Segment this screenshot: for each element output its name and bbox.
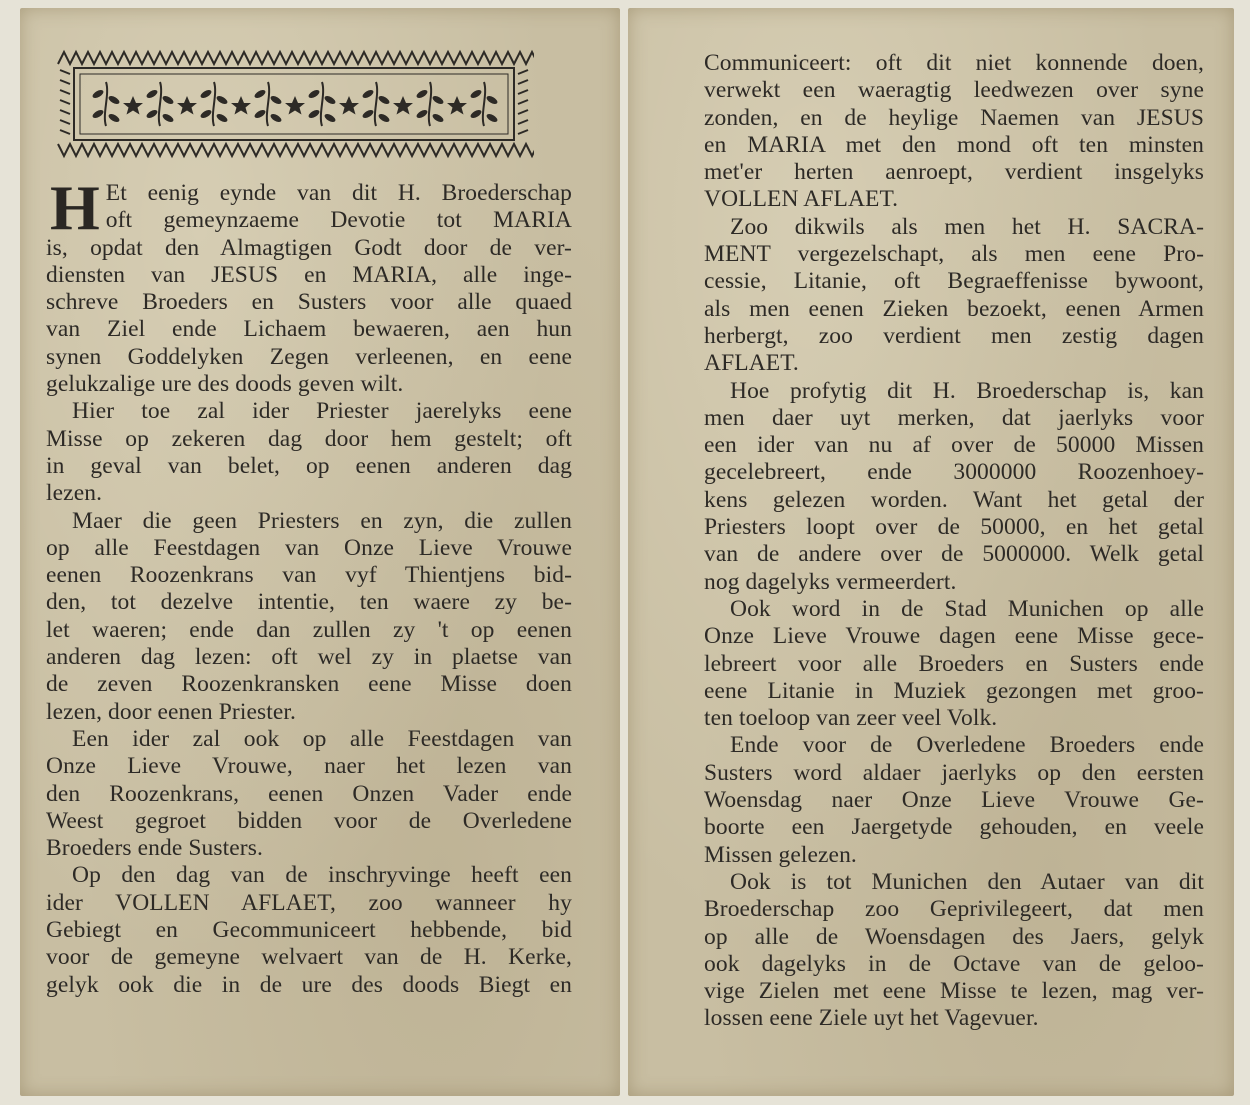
- text-line: voor de gemeyne welvaert van de H. Kerke,: [46, 944, 572, 971]
- text-line: men daer uyt merken, dat jaerlyks voor: [704, 404, 1204, 431]
- text-line: diensten van JESUS en MARIA, alle inge-: [46, 261, 572, 288]
- text-line: op alle de Woensdagen des Jaers, gelyk: [704, 923, 1204, 950]
- text-line: Ook word in de Stad Munichen op alle: [730, 595, 1204, 622]
- right-page-text: [704, 50, 1204, 1033]
- text-line: Op den dag van de inschryvinge heeft een: [72, 862, 572, 889]
- text-line: boorte een Jaergetyde gehouden, en veele: [704, 814, 1204, 841]
- text-line: den Roozenkrans, eenen Onzen Vader ende: [46, 780, 572, 807]
- left-page: [20, 8, 620, 1096]
- text-line: Onze Lieve Vrouwe, naer het lezen van: [46, 753, 572, 780]
- text-line: schreve Broeders en Susters voor alle quaed: [46, 289, 572, 316]
- text-line: Communiceert: oft dit niet konnende doen,: [704, 50, 1204, 76]
- ornamental-header-border: [54, 44, 534, 162]
- text-line: verwekt een waeragtig leedwezen over syne: [704, 77, 1204, 104]
- text-line: Een ider zal ook op alle Feestdagen van: [72, 725, 572, 752]
- text-line: Onze Lieve Vrouwe dagen eene Misse gece-: [704, 623, 1204, 650]
- text-line: den, tot dezelve intentie, ten waere zy be-: [46, 589, 572, 616]
- text-line: lezen, door eenen Priester.: [46, 698, 297, 725]
- text-line: Ook is tot Munichen den Autaer van dit: [730, 868, 1204, 895]
- text-line: Gebiegt en Gecommuniceert hebbende, bid: [46, 917, 572, 944]
- text-line: MENT vergezelschapt, als men eene Pro-: [704, 241, 1204, 268]
- text-line: Hier toe zal ider Priester jaerelyks eene: [72, 398, 572, 425]
- drop-cap: H: [50, 172, 100, 243]
- text-line: als men eenen Zieken bezoekt, eenen Armen: [704, 295, 1204, 322]
- text-line: eenen Roozenkrans van vyf Thientjens bid-: [46, 562, 572, 589]
- text-line: AFLAET.: [704, 350, 799, 377]
- text-line: lossen eene Ziele uyt het Vagevuer.: [704, 1005, 1039, 1032]
- text-line: Missen gelezen.: [704, 841, 857, 868]
- text-line: van Ziel ende Lichaem bewaeren, aen hun: [46, 316, 572, 343]
- text-line: gecelebreert, ende 3000000 Roozenhoey-: [704, 459, 1204, 486]
- text-line: herbergt, zoo verdient men zestig dagen: [704, 322, 1204, 349]
- text-line: let waeren; ende dan zullen zy 't op eenen: [46, 616, 572, 643]
- text-line: in geval van belet, op eenen anderen dag: [46, 452, 572, 479]
- text-line: VOLLEN AFLAET.: [704, 186, 899, 213]
- text-line: Et eenig eynde van dit H. Broederschap: [105, 180, 572, 206]
- text-line: cessie, Litanie, oft Begraeffenisse bywoont,: [704, 268, 1204, 295]
- text-line: Susters word aldaer jaerlyks op den eersten: [704, 759, 1204, 786]
- text-line: oft gemeynzaeme Devotie tot MARIA: [105, 207, 572, 234]
- text-line: en MARIA met den mond oft ten minsten: [704, 131, 1204, 158]
- text-line: Weest gegroet bidden voor de Overledene: [46, 807, 572, 834]
- text-line: Hoe profytig dit H. Broederschap is, kan: [730, 377, 1204, 404]
- text-line: lebreert voor alle Broeders en Susters ende: [704, 650, 1204, 677]
- text-line: met'er herten aenroept, verdient insgelyks: [704, 159, 1204, 186]
- text-line: synen Goddelyken Zegen verleenen, en eene: [46, 343, 572, 370]
- text-line: anderen dag lezen: oft wel zy in plaetse van: [46, 644, 572, 671]
- text-line: Woensdag naer Onze Lieve Vrouwe Ge-: [704, 787, 1204, 814]
- text-line: Broederschap zoo Geprivilegeert, dat men: [704, 896, 1204, 923]
- text-line: vige Zielen met eene Misse te lezen, mag ver-: [704, 978, 1204, 1005]
- text-line: ten toeloop van zeer veel Volk.: [704, 705, 998, 732]
- text-line: de zeven Roozenkransken eene Misse doen: [46, 671, 572, 698]
- text-line: kens gelezen worden. Want het getal der: [704, 486, 1204, 513]
- text-line: ook dagelyks in de Octave van de geloo-: [704, 950, 1204, 977]
- text-line: een ider van nu af over de 50000 Missen: [704, 432, 1204, 459]
- text-line: Broeders ende Susters.: [46, 835, 263, 862]
- text-line: nog dagelyks vermeerdert.: [704, 568, 957, 595]
- text-line: Misse op zekeren dag door hem gestelt; oft: [46, 425, 572, 452]
- text-line: Maer die geen Priesters en zyn, die zullen: [72, 507, 572, 534]
- text-line: Ende voor de Overledene Broeders ende: [730, 732, 1204, 759]
- text-line: op alle Feestdagen van Onze Lieve Vrouwe: [46, 534, 572, 561]
- text-line: van de andere over de 5000000. Welk getal: [704, 541, 1204, 568]
- text-line: is, opdat den Almagtigen Godt door de ver-: [46, 234, 572, 261]
- text-line: Zoo dikwils als men het H. SACRA-: [730, 213, 1204, 240]
- text-line: eene Litanie in Muziek gezongen met groo-: [704, 677, 1204, 704]
- text-line: zonden, en de heylige Naemen van JESUS: [704, 104, 1204, 131]
- text-line: gelukzalige ure des doods geven wilt.: [46, 371, 404, 398]
- text-line: lezen.: [46, 480, 103, 507]
- right-page: [628, 8, 1234, 1096]
- text-line: Priesters loopt over de 50000, en het getal: [704, 514, 1204, 541]
- text-line: ider VOLLEN AFLAET, zoo wanneer hy: [46, 889, 572, 916]
- text-line: gelyk ook die in de ure des doods Biegt en: [46, 971, 572, 998]
- left-page-text: [46, 172, 572, 999]
